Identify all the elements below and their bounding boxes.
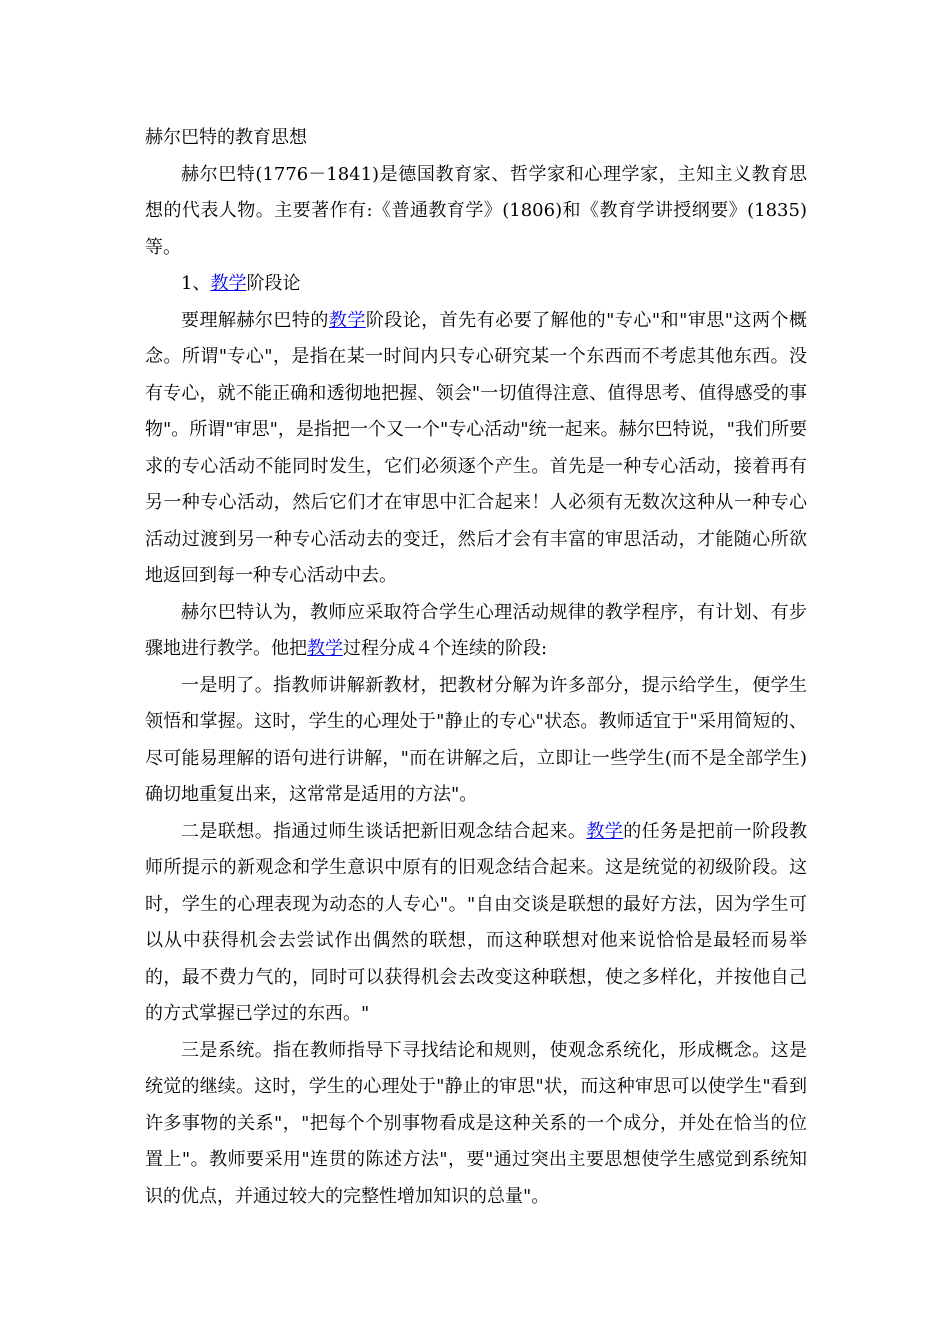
teaching-link[interactable]: 教学	[328, 309, 366, 331]
section-number: 1、	[181, 273, 211, 294]
paragraph-stage-association	[145, 814, 807, 1033]
section-heading-1	[145, 266, 807, 303]
teaching-link[interactable]: 教学	[586, 820, 624, 842]
teaching-link[interactable]: 教学	[307, 638, 343, 659]
paragraph-concepts	[145, 303, 807, 595]
document-body	[145, 120, 807, 1215]
paragraph-text: 二是联想。指通过师生谈话把新旧观念结合起来。	[181, 820, 587, 842]
paragraph-text: 阶段论，首先有必要了解他的"专心"和"审思"这两个概念。所谓"专心"，是指在某一时间内只专心研究某一个东西而不考虑其他东西。没有专心，就不能正确和透彻地把握、领会"一切值得注意、值得思考、值得感受的事物"。所谓"审思"，是指把一个又一个"专心活动"统一起来。赫尔巴特说，"我们所要求的专心活动不能同时发生，它们必须逐个产生。首先是一种专心活动，接着再有另一种专心活动，然后它们才在审思中汇合起来！人必须有无数次这种从一种专心活动过渡到另一种专心活动去的变迁，然后才会有丰富的审思活动，才能随心所欲地返回到每一种专心活动中去。	[145, 309, 807, 586]
paragraph-text: 的任务是把前一阶段教师所提示的新观念和学生意识中原有的旧观念结合起来。这是统觉的初级阶段。这时，学生的心理表现为动态的人专心"。"自由交谈是联想的最好方法，因为学生可以从中获得机会去尝试作出偶然的联想，而这种联想对他来说恰恰是最轻而易举的，最不费力气的，同时可以获得机会去改变这种联想，使之多样化，并按他自己的方式掌握已学过的东西。"	[145, 820, 808, 1024]
paragraph-text: 要理解赫尔巴特的	[181, 309, 329, 331]
document-title: 赫尔巴特的教育思想	[145, 127, 307, 148]
section-heading-text: 阶段论	[246, 273, 301, 294]
paragraph-stages-intro	[145, 595, 807, 668]
intro-paragraph: 赫尔巴特(1776－1841)是德国教育家、哲学家和心理学家，主知主义教育思想的代表人物。主要著作有:《普通教育学》(1806)和《教育学讲授纲要》(1835)等。	[145, 163, 807, 258]
paragraph-text: 过程分成４个连续的阶段:	[343, 638, 548, 659]
teaching-link[interactable]: 教学	[210, 273, 247, 294]
paragraph-stage-clarity: 一是明了。指教师讲解新教材，把教材分解为许多部分，提示给学生，便学生领悟和掌握。这时，学生的心理处于"静止的专心"状态。教师适宜于"采用简短的、尽可能易理解的语句进行讲解，"而在讲解之后，立即让一些学生(而不是全部学生)确切地重复出来，这常常是适用的方法"。	[145, 674, 807, 805]
paragraph-stage-system: 三是系统。指在教师指导下寻找结论和规则，使观念系统化，形成概念。这是统觉的继续。这时，学生的心理处于"静止的审思"状，而这种审思可以使学生"看到许多事物的关系"，"把每个个别事物看成是这种关系的一个成分，并处在恰当的位置上"。教师要采用"连贯的陈述方法"，要"通过突出主要思想使学生感觉到系统知识的优点，并通过较大的完整性增加知识的总量"。	[145, 1039, 807, 1207]
paragraph-text: 赫尔巴特认为，教师应采取符合学生心理活动规律的教学程序，有计划、有步骤地进行教学。他把	[145, 601, 807, 659]
